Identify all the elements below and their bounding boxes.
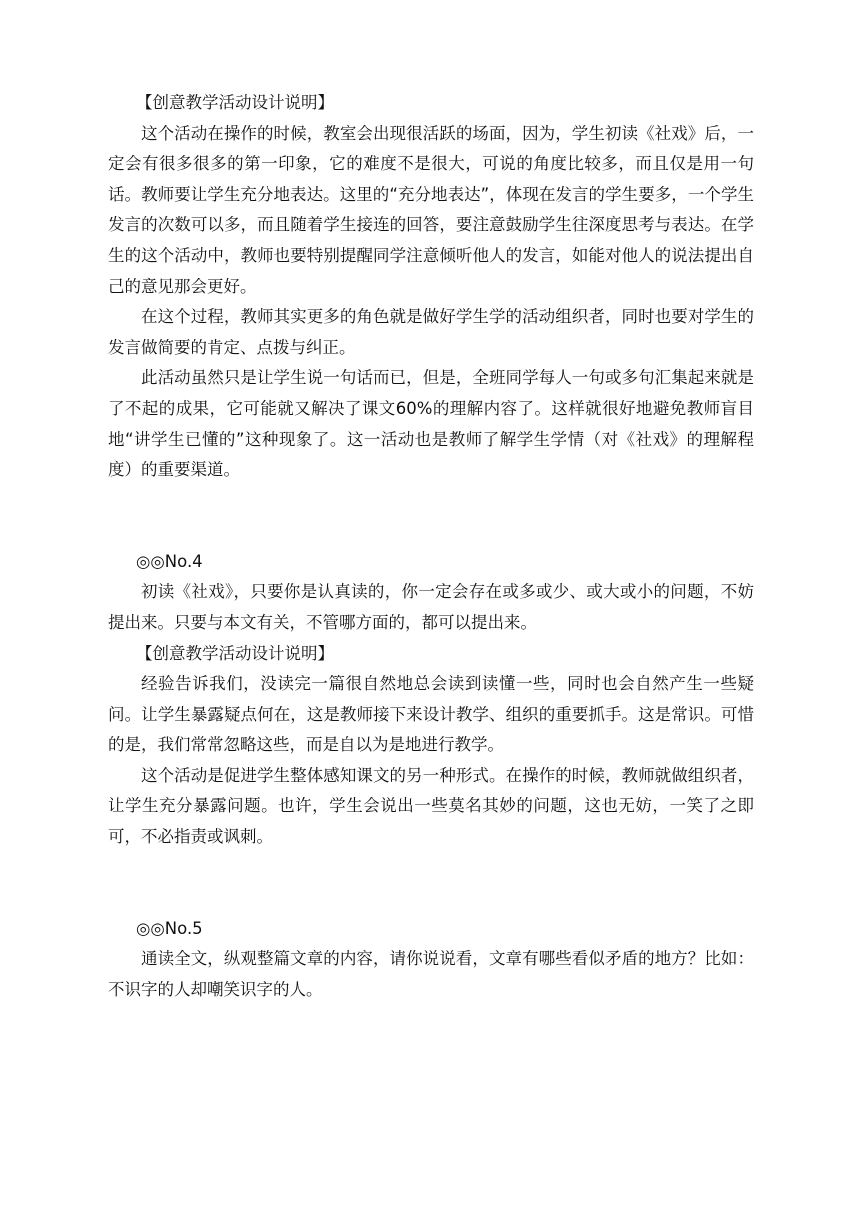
paragraph: 在这个过程，教师其实更多的角色就是做好学生学的活动组织者，同时也要对学生的发言做简要的肯定、点拨与纠正。 <box>108 307 754 357</box>
section-heading-no4: ◎◎No.4 <box>136 551 203 571</box>
paragraph: 这个活动在操作的时候，教室会出现很活跃的场面，因为，学生初读《社戏》后，一定会有很多很多的第一印象，它的难度不是很大，可说的角度比较多，而且仅是用一句话。教师要让学生充分地表达。这里的“充分地表达”，体现在发言的学生要多，一个学生发言的次数可以多，而且随着学生接连的回答，要注意鼓励学生往深度思考与表达。在学生的这个活动中，教师也要特别提醒同学注意倾听他人的发言，如能对他人的说法提出自己的意见那会更好。 <box>108 123 754 296</box>
paragraph: 初读《社戏》，只要你是认真读的，你一定会存在或多或少、或大或小的问题，不妨提出来。只要与本文有关，不管哪方面的，都可以提出来。 <box>108 582 754 632</box>
paragraph: 此活动虽然只是让学生说一句话而已，但是，全班同学每人一句或多句汇集起来就是了不起的成果，它可能就又解决了课文60%的理解内容了。这样就很好地避免教师盲目地“讲学生已懂的”这种现象了。这一活动也是教师了解学生学情（对《社戏》的理解程度）的重要渠道。 <box>108 368 754 480</box>
section-heading-design-note-2: 【创意教学活动设计说明】 <box>136 643 334 663</box>
paragraph: 经验告诉我们，没读完一篇很自然地总会读到读懂一些，同时也会自然产生一些疑问。让学生暴露疑点何在，这是教师接下来设计教学、组织的重要抓手。这是常识。可惜的是，我们常常忽略这些，而是自以为是地进行教学。 <box>108 674 754 755</box>
section-heading-no5: ◎◎No.5 <box>136 918 203 938</box>
section-spacer <box>108 853 754 914</box>
section-heading-design-note-1: 【创意教学活动设计说明】 <box>136 93 334 112</box>
paragraph: 这个活动是促进学生整体感知课文的另一种形式。在操作的时候，教师就做组织者，让学生充分暴露问题。也许，学生会说出一些莫名其妙的问题，这也无妨，一笑了之即可，不必指责或讽刺。 <box>108 765 754 847</box>
document-page <box>108 88 754 1005</box>
section-spacer <box>108 486 754 547</box>
paragraph: 通读全文，纵观整篇文章的内容，请你说说看，文章有哪些看似矛盾的地方？比如：不识字的人却嘲笑识字的人。 <box>108 949 754 999</box>
